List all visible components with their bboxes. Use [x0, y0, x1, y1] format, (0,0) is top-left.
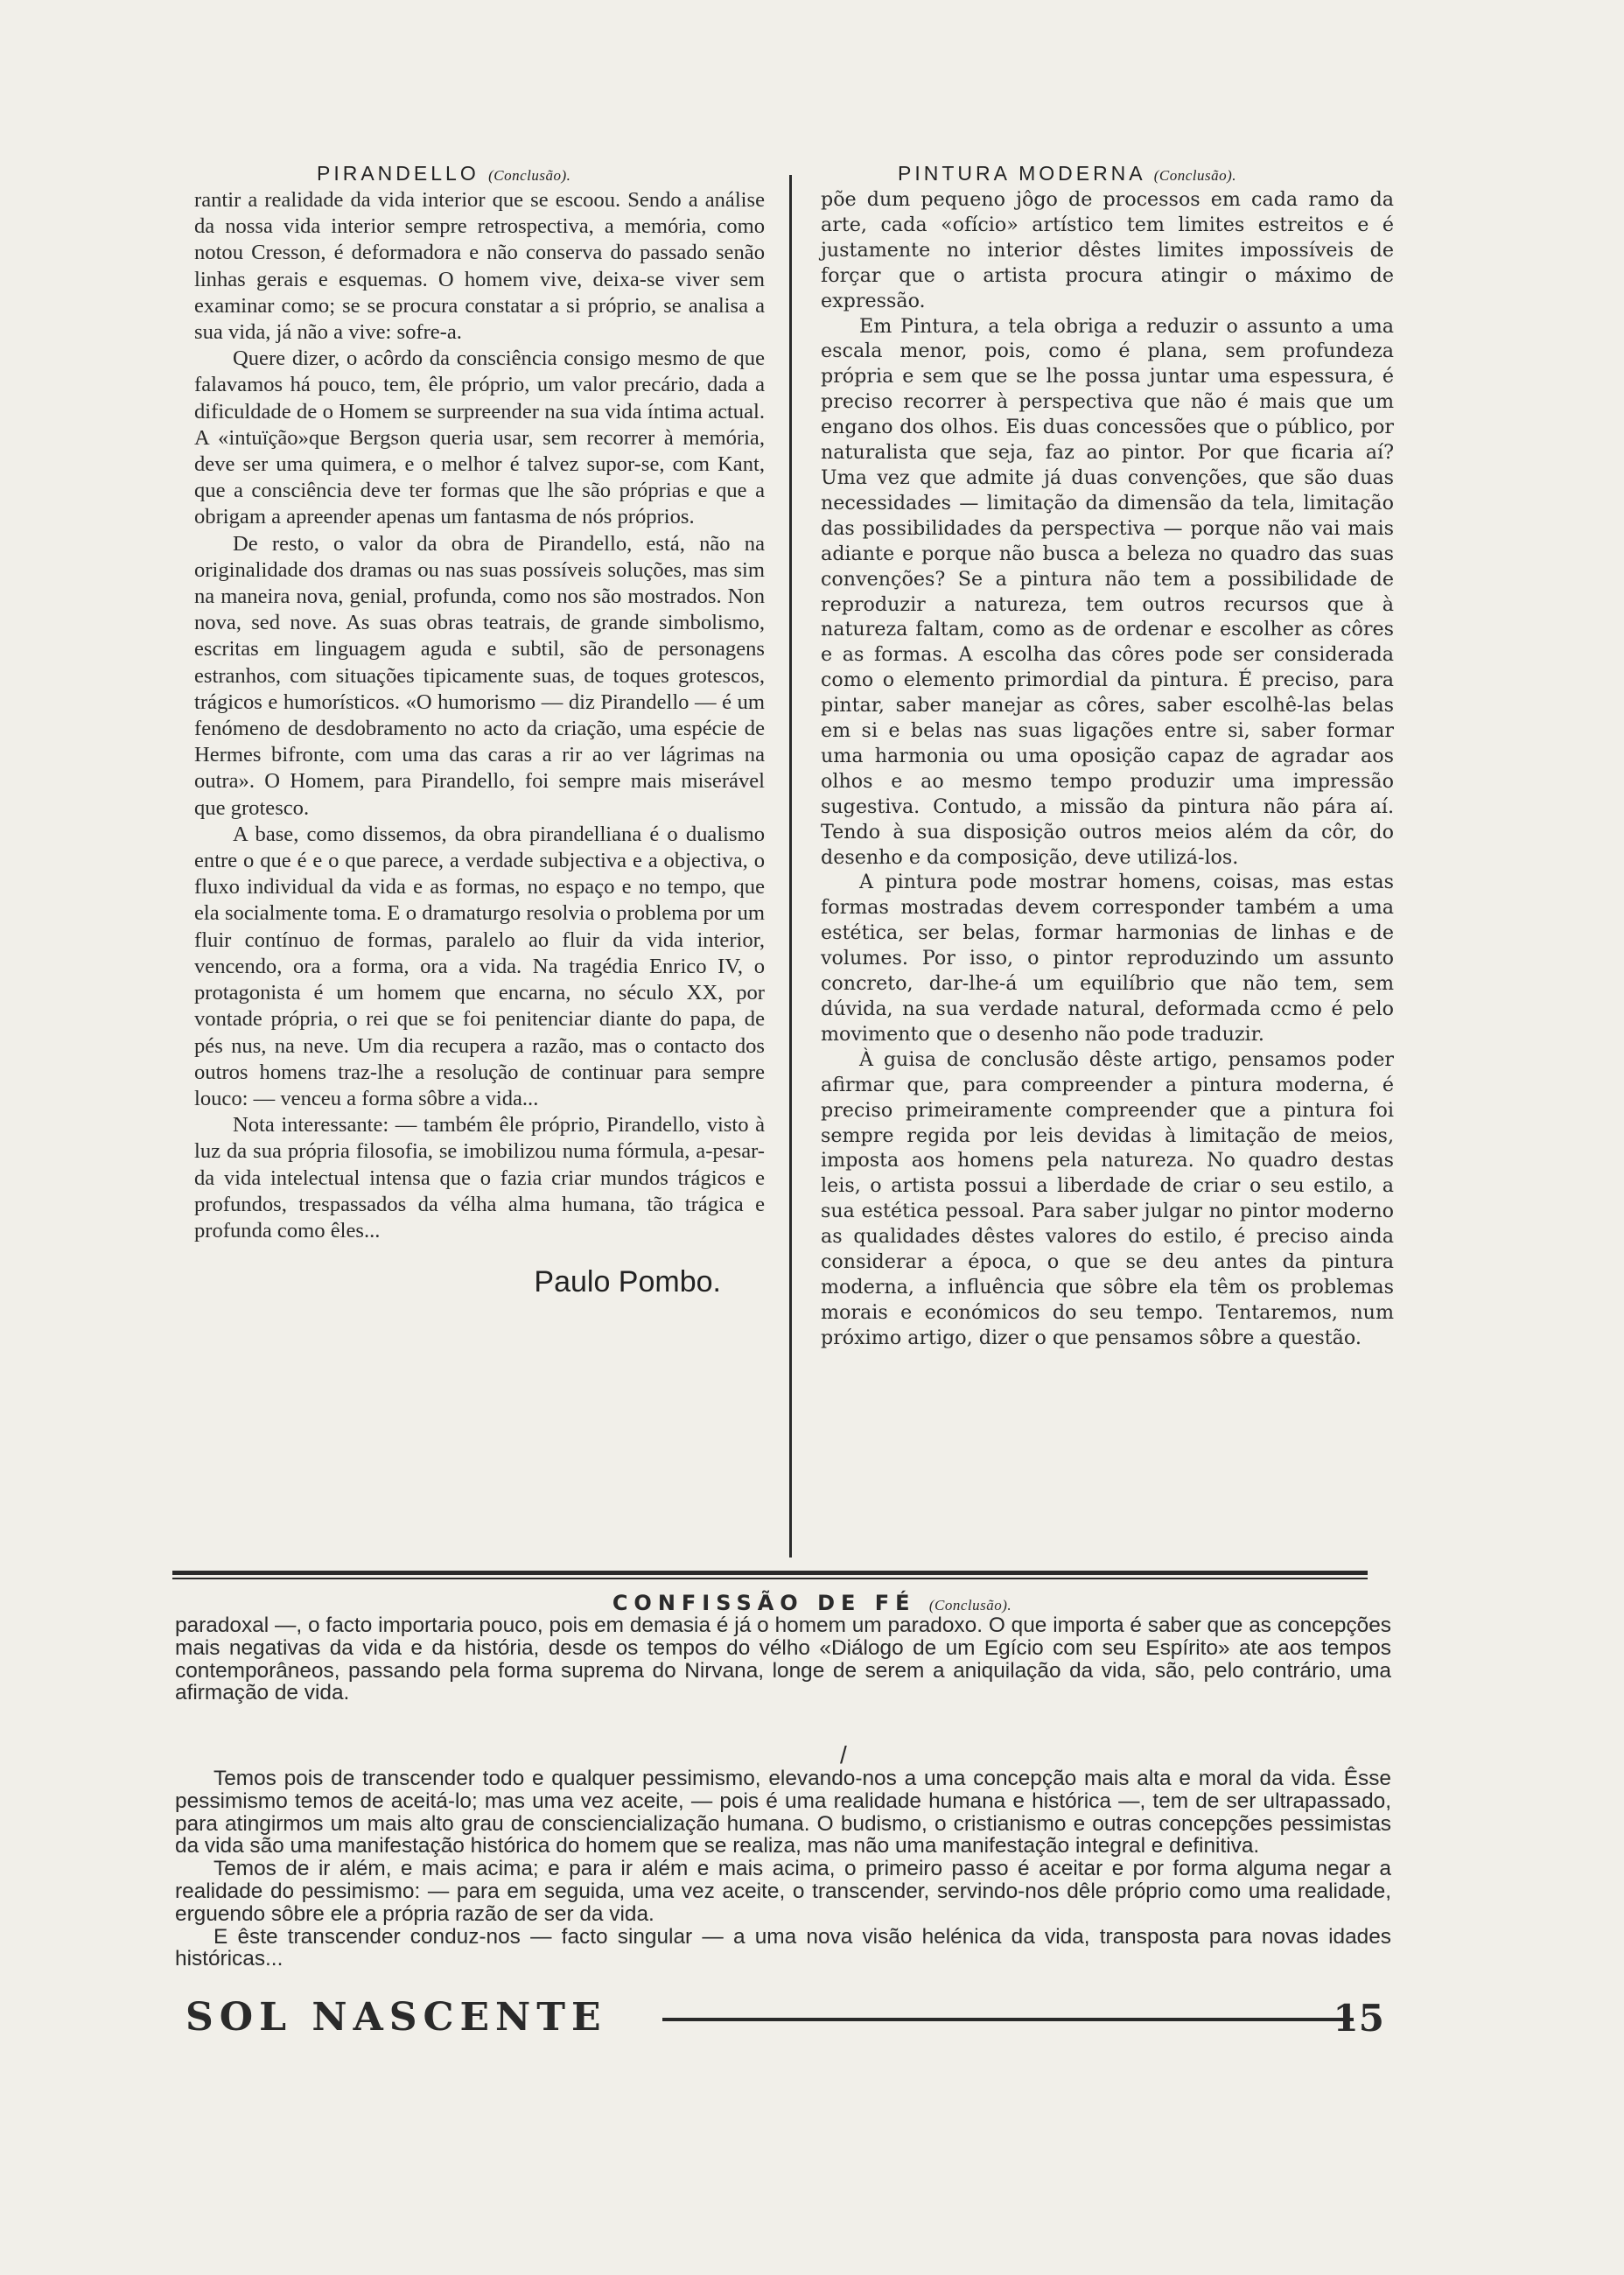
separator-mark: /: [840, 1741, 847, 1768]
section-divider-thin: [172, 1578, 1368, 1579]
pirandello-paragraph: A base, como dissemos, da obra pirandelliana é o dualismo entre o que é e o que parece, a verdade subjectiva e a objectiva, o fluxo individual da vida e as formas, no espaço e no tempo, que ela socialmente toma. E o dramaturgo resolvia o problema por um fluir contínuo de formas, paralelo ao fluir da vida interior, vencendo, ora a forma, ora a vida. Na tragédia Enrico IV, o protagonista é um homem que encarna, no século XX, por vontade própria, o rei que se foi penitenciar diante do papa, de pés nus, na neve. Um dia recupera a razão, mas o contacto dos outros homens traz-lhe a resolução de continuar para sempre louco: — venceu a forma sôbre a vida...: [194, 822, 765, 1110]
pintura-header: [821, 162, 1394, 186]
pirandello-paragraph: rantir a realidade da vida interior que se escoou. Sendo a análise da nossa vida interior sempre retrospectiva, a memória, como notou Cresson, é deformadora e não conserva do passado senão linhas gerais e esquemas. O homem vive, deixa-se viver sem examinar como; se se procura constatar a si próprio, se analisa a sua vida, já não a vive: sofre-a.: [194, 188, 765, 345]
publication-name: SOL NASCENTE: [186, 1995, 607, 2040]
pirandello-paragraph: Nota interessante: — também êle próprio, Pirandello, visto à luz da sua própria filosofia, se imobilizou numa fórmula, a-pesar-da vida intelectual intensa que o fazia criar mundos trágicos e profundos, trespassados da vélha alma humana, tão trágica e profunda como êles...: [194, 1113, 765, 1242]
pirandello-paragraph: De resto, o valor da obra de Pirandello, está, não na originalidade dos dramas ou nas suas possíveis soluções, mas sim na maneira nova, genial, profunda, como nos são mostrados. Non nova, sed nove. As suas obras teatrais, de grande simbolismo, escritas em linguagem aguda e subtil, são de personagens estranhos, com situações tipicamente suas, de toques grotescos, trágicos e humorísticos. «O humorismo — diz Pirandello — é um fenómeno de desdobramento no acto da criação, uma espécie de Hermes bifronte, com uma das caras a rir ao ver lágrimas na outra». O Homem, para Pirandello, foi sempre mais miserável que grotesco.: [194, 531, 765, 820]
confissao-paragraph: Temos pois de transcender todo e qualquer pessimismo, elevando-nos a uma concepção mais alta e moral da vida. Êsse pessimismo temos de aceitá-lo; mas uma vez aceite, — pois é uma realidade humana e histórica —, tem de ser ultrapassado, para atingirmos um mais alto grau de consciencialização humana. O budismo, o cristianismo e outras concepções pessimistas da vida são uma manifestação histórica do homem que se realiza, mas não uma manifestação integral e definitiva.: [175, 1767, 1391, 1858]
confissao-conclusion-note: (Conclusão).: [928, 1597, 1012, 1614]
pirandello-title: PIRANDELLO: [317, 162, 480, 185]
footer-rule: [662, 2018, 1354, 2021]
pirandello-column: [194, 162, 765, 1299]
confissao-paragraph: paradoxal —, o facto importaria pouco, pois em demasia é já o homem um paradoxo. O que importa é saber que as concepções mais negativas da vida e da história, desde os tempos do vélho «Diálogo de um Egício com seu Espírito» ate aos tempos contemporâneos, passando pela forma suprema do Nirvana, longe de serem a aniquilação da vida, são, pelo contrário, uma afirmação de vida.: [175, 1614, 1391, 1705]
pirandello-paragraph: Quere dizer, o acôrdo da consciência consigo mesmo de que falavamos há pouco, tem, êle próprio, um valor precário, dada a dificuldade de o Homem se surpreender na sua vida íntima actual. A «intuïção»que Bergson queria usar, sem recorrer à memória, deve ser uma quimera, e o melhor é talvez supor-se, com Kant, que a consciência deve ter formas que lhe são próprias e que a obrigam a apreender apenas um fantasma de nós próprios.: [194, 346, 765, 529]
column-divider: [789, 175, 792, 1558]
pirandello-header: [194, 162, 765, 186]
confissao-text-bottom: [175, 1768, 1391, 1970]
page-footer: [186, 1995, 1393, 2048]
pintura-paragraph: A pintura pode mostrar homens, coisas, mas estas formas mostradas devem corresponder também a uma estética, ser belas, formar harmonias de linhas e de volumes. Por isso, o pintor reproduzindo um assunto concreto, dar-lhe-á um equilíbrio que não tem, sem dúvida, na sua verdade natural, deformada ccmo é pelo movimento que o desenho não pode traduzir.: [821, 871, 1394, 1046]
pirandello-conclusion-note: (Conclusão).: [488, 167, 571, 184]
page-number: 15: [1333, 1997, 1384, 2040]
confissao-header: [0, 1591, 1624, 1615]
confissao-title: CONFISSÃO DE FÉ: [612, 1591, 916, 1615]
pintura-conclusion-note: (Conclusão).: [1153, 167, 1237, 184]
pintura-title: PINTURA MODERNA: [898, 162, 1145, 185]
confissao-text-top: [175, 1614, 1391, 1704]
pintura-column: [821, 162, 1394, 1351]
section-divider: [172, 1571, 1368, 1575]
confissao-paragraph: E êste transcender conduz-nos — facto singular — a uma nova visão helénica da vida, transposta para novas idades históricas...: [175, 1924, 1391, 1971]
pintura-paragraph: põe dum pequeno jôgo de processos em cada ramo da arte, cada «ofício» artístico tem limites estreitos e é justamente no interior dêstes limites impossíveis de forçar que o artista procura atingir o máximo de expressão.: [821, 188, 1394, 312]
confissao-paragraph: Temos de ir além, e mais acima; e para ir além e mais acima, o primeiro passo é aceitar e por forma alguma negar a realidade do pessimismo: — para em seguida, uma vez aceite, o transcender, servindo-nos dêle próprio como uma realidade, erguendo sôbre ele a própria razão de ser da vida.: [175, 1857, 1391, 1926]
pintura-paragraph: À guisa de conclusão dêste artigo, pensamos poder afirmar que, para compreender a pintura moderna, é preciso primeiramente compreender que a pintura foi sempre regida por leis devidas à limitação de meios, imposta aos homens pela natureza. No quadro destas leis, o artista possui a liberdade de criar o seu estilo, a sua estética pessoal. Para saber julgar no pintor moderno as qualidades dêstes valores do estilo, é preciso ainda considerar a época, o que se deu antes da pintura moderna, a influência que sôbre ela têm os problemas morais e económicos do seu tempo. Tentaremos, num próximo artigo, dizer o que pensamos sôbre a questão.: [821, 1047, 1394, 1349]
author-signature: Paulo Pombo.: [534, 1265, 721, 1299]
pintura-paragraph: Em Pintura, a tela obriga a reduzir o assunto a uma escala menor, pois, como é plana, sem profundeza própria e sem que se lhe possa juntar uma espessura, é preciso recorrer à perspectiva que não é mais que um engano dos olhos. Eis duas concessões que o público, por naturalista que seja, faz ao pintor. Por que ficaria aí? Uma vez que admite já duas convenções, que são duas necessidades — limitação da dimensão da tela, limitação das possibilidades da perspectiva — porque não vai mais adiante e porque não busca a beleza no quadro das suas convenções? Se a pintura não tem a possibilidade de reproduzir a natureza, tem outros recursos que à natureza faltam, como as de ordenar e escolher as côres e as formas. A escolha das côres pode ser considerada como o elemento primordial da pintura. É preciso, para pintar, saber manejar as côres, saber escolhê-las belas em si e belas nas suas ligações entre si, saber formar uma harmonia ou uma oposição capaz de agradar aos olhos e ao mesmo tempo produzir uma impressão sugestiva. Contudo, a missão da pintura não pára aí. Tendo à sua disposição outros meios além da côr, do desenho e da composição, deve utilizá-los.: [821, 314, 1394, 869]
